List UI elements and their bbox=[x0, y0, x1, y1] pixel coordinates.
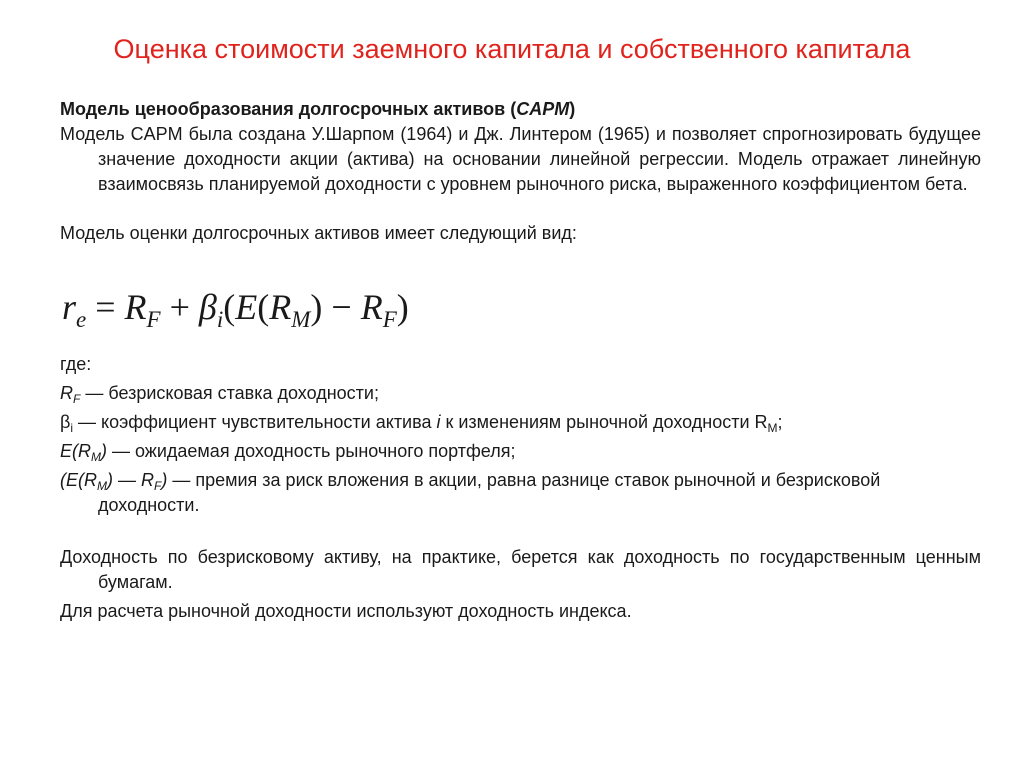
def-premium-sub: M bbox=[97, 479, 107, 493]
where-label: где: bbox=[60, 354, 92, 374]
def-rf-sub: F bbox=[73, 392, 81, 406]
definitions bbox=[60, 352, 981, 518]
formula-e: E bbox=[235, 287, 258, 327]
bonds-paragraph: Доходность по безрисковому активу, на практике, берется как доходность по государственным ценным бумагам. bbox=[60, 547, 981, 592]
formula-lparen2: ( bbox=[257, 287, 270, 327]
formula-sub-i: i bbox=[216, 307, 224, 332]
def-rf-text: — безрисковая ставка доходности; bbox=[80, 383, 379, 403]
def-beta bbox=[60, 410, 981, 435]
formula-beta: β bbox=[198, 287, 217, 327]
slide-content bbox=[60, 97, 981, 624]
formula-sub-m: M bbox=[291, 307, 311, 332]
def-beta-sub2: M bbox=[767, 421, 778, 435]
def-premium-c: ) bbox=[161, 470, 168, 490]
heading-abbr: CAPM bbox=[516, 99, 570, 119]
def-beta-sub: i bbox=[70, 421, 74, 435]
model-intro: Модель оценки долгосрочных активов имеет следующий вид: bbox=[60, 223, 577, 243]
heading-suffix: ) bbox=[569, 99, 576, 119]
def-beta-end: ; bbox=[777, 412, 783, 432]
def-premium bbox=[60, 468, 981, 518]
formula-rparen2: ) bbox=[396, 287, 409, 327]
formula-rparen: ) bbox=[310, 287, 323, 327]
index-paragraph: Для расчета рыночной доходности используют доходность индекса. bbox=[60, 601, 632, 621]
formula-sub-f: F bbox=[146, 307, 161, 332]
def-premium-a: (E(R bbox=[60, 470, 97, 490]
def-rf-sym: R bbox=[60, 383, 73, 403]
def-beta-sym: β bbox=[60, 412, 71, 432]
def-erm-sub: M bbox=[91, 450, 101, 464]
formula-minus: − bbox=[322, 287, 361, 327]
formula-sub-e: e bbox=[76, 307, 87, 332]
formula-r: r bbox=[62, 287, 77, 327]
formula-plus: + bbox=[160, 287, 199, 327]
def-erm bbox=[60, 439, 981, 464]
formula-sub-f2: F bbox=[382, 307, 397, 332]
heading-prefix: Модель ценообразования долгосрочных активов ( bbox=[60, 99, 517, 119]
def-erm-a: E(R bbox=[60, 441, 91, 461]
section-heading bbox=[60, 97, 981, 122]
formula-rf: R bbox=[124, 287, 147, 327]
def-beta-text-a: — коэффициент чувствительности актива bbox=[73, 412, 437, 432]
def-rf bbox=[60, 381, 981, 406]
def-erm-text: — ожидаемая доходность рыночного портфеля; bbox=[107, 441, 516, 461]
def-premium-sub2: F bbox=[154, 479, 162, 493]
formula-rm: R bbox=[269, 287, 292, 327]
slide-title: Оценка стоимости заемного капитала и собственного капитала bbox=[113, 34, 911, 64]
def-premium-b: ) — R bbox=[107, 470, 154, 490]
formula-rf2: R bbox=[360, 287, 383, 327]
def-premium-text: — премия за риск вложения в акции, равна разнице ставок рыночной и безрисковой доходности. bbox=[98, 470, 881, 515]
capm-formula bbox=[62, 273, 981, 341]
spacer bbox=[60, 522, 981, 545]
formula-lparen: ( bbox=[223, 287, 236, 327]
formula-eq: = bbox=[86, 287, 125, 327]
def-beta-i: i bbox=[436, 412, 441, 432]
def-erm-b: ) bbox=[101, 441, 107, 461]
intro-paragraph: Модель CAPM была создана У.Шарпом (1964) и Дж. Линтером (1965) и позволяет спрогнозировать будущее значение доходности акции (актива) на основании линейной регрессии. Модель отражает линейную взаимосвязь планируемой доходности с уровнем рыночного риска, выраженного коэффициентом бета. bbox=[60, 124, 981, 194]
def-beta-text-b: к изменениям рыночной доходности R bbox=[440, 412, 768, 432]
